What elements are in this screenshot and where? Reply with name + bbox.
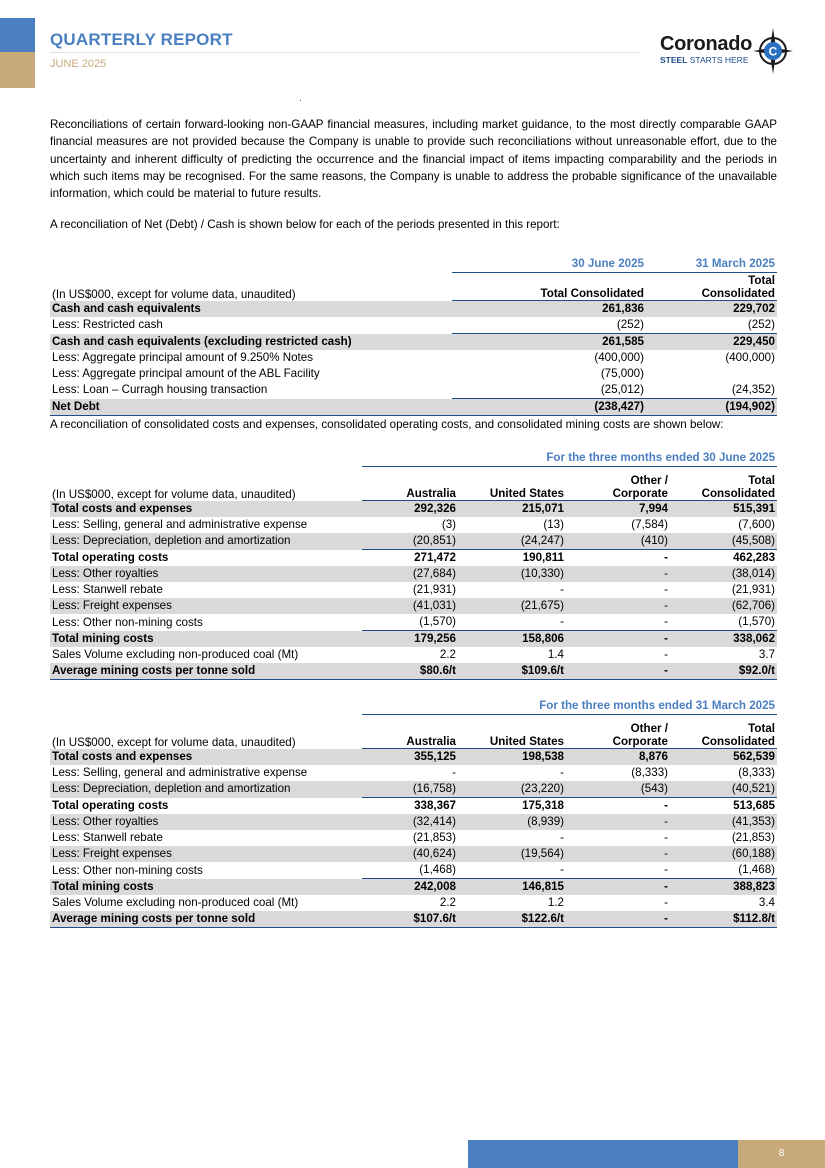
cell-value: (60,188) xyxy=(670,846,777,862)
column-header: Total Consolidated xyxy=(701,722,775,748)
table-row xyxy=(50,911,777,928)
row-label: Total operating costs xyxy=(52,798,169,812)
row-label: Sales Volume excluding non-produced coal (Mt) xyxy=(52,896,299,910)
cell-value: - xyxy=(560,583,564,597)
cell-value: - xyxy=(664,583,668,597)
table-row xyxy=(50,879,777,896)
cell-value: - xyxy=(452,766,456,780)
row-label: Average mining costs per tonne sold xyxy=(50,663,362,680)
table-row xyxy=(50,895,777,911)
cell-value: 215,071 xyxy=(458,501,566,518)
table-row xyxy=(50,550,777,567)
table-row: Cash and cash equivalents (excluding restricted cash) 261,585 229,450 xyxy=(52,334,775,348)
table-row: Less: Aggregate principal amount of 9.250% Notes (400,000) (400,000) xyxy=(52,351,775,365)
logo-wordmark: Coronado xyxy=(660,33,753,55)
cell-value: (3) xyxy=(441,518,456,532)
cell-value: 8,876 xyxy=(566,749,670,766)
cell-value: - xyxy=(664,831,668,845)
company-logo xyxy=(655,28,795,78)
cell-value: 3.7 xyxy=(758,648,776,662)
cell-value: - xyxy=(664,551,668,565)
cell-value: (8,333) xyxy=(738,766,775,780)
cell-value: 179,256 xyxy=(362,631,458,648)
table-row xyxy=(50,582,777,598)
table-row xyxy=(50,814,777,830)
cell-value: (8,333) xyxy=(631,766,668,780)
stray-mark xyxy=(300,100,301,101)
cell-value: 338,062 xyxy=(670,631,777,648)
row-label: Less: Depreciation, depletion and amortization xyxy=(50,781,362,798)
cell-value: (62,706) xyxy=(670,598,777,614)
cell-value: 7,994 xyxy=(566,501,670,518)
cell-value: (1,570) xyxy=(670,614,777,631)
table-row xyxy=(50,647,777,663)
row-label: Less: Depreciation, depletion and amortization xyxy=(50,533,362,550)
header-accent-blue xyxy=(0,18,35,52)
units-label: (In US$000, except for volume data, unaudited) xyxy=(52,487,296,501)
cell-value: 158,806 xyxy=(458,631,566,648)
cell-value: (38,014) xyxy=(670,566,777,582)
logo-tagline: STEEL STARTS HERE xyxy=(660,55,749,65)
table-row xyxy=(50,830,777,846)
cell-value: 3.4 xyxy=(758,896,775,910)
table-row: Cash and cash equivalents 261,836 229,702 xyxy=(52,301,775,315)
cell-value: - xyxy=(560,831,564,845)
cell-value: (19,564) xyxy=(458,846,566,862)
period-header-row xyxy=(50,256,777,273)
row-label: Less: Stanwell rebate xyxy=(52,831,163,845)
row-label: Less: Selling, general and administrative expense xyxy=(52,518,308,532)
table-row xyxy=(50,862,777,879)
row-label: Total costs and expenses xyxy=(50,501,362,518)
table-row: Less: Restricted cash (252) (252) xyxy=(50,317,777,334)
report-title: QUARTERLY REPORT xyxy=(50,30,233,49)
cell-value: - xyxy=(566,614,670,631)
row-label: Less: Other royalties xyxy=(50,566,362,582)
costs-intro: A reconciliation of consolidated costs and expenses, consolidated operating costs, and consolidated mining costs are shown below: xyxy=(50,418,724,431)
cell-value: - xyxy=(566,663,670,680)
period-header-row xyxy=(50,698,777,715)
period-header: 30 June 2025 xyxy=(452,256,646,273)
cell-value: 462,283 xyxy=(733,551,776,565)
cell-value: (24,247) xyxy=(458,533,566,550)
svg-text:C: C xyxy=(768,44,778,59)
period-header: 31 March 2025 xyxy=(646,256,777,273)
cell-value: - xyxy=(566,631,670,648)
table-row xyxy=(50,749,777,766)
cell-value: (21,853) xyxy=(412,831,456,845)
cell-value: (410) xyxy=(566,533,670,550)
table-row xyxy=(50,517,777,533)
cell-value: (21,675) xyxy=(458,598,566,614)
row-label: Less: Freight expenses xyxy=(50,846,362,862)
column-header-row xyxy=(50,273,777,301)
cell-value: - xyxy=(566,814,670,830)
costs-table-march xyxy=(50,698,777,928)
table-row xyxy=(50,598,777,614)
cell-value: 355,125 xyxy=(362,749,458,766)
column-header: Other / Corporate xyxy=(612,474,668,500)
cell-value: $107.6/t xyxy=(362,911,458,928)
table-row xyxy=(50,663,777,680)
column-header-row xyxy=(50,467,777,501)
column-header: United States xyxy=(489,735,564,748)
report-date: JUNE 2025 xyxy=(50,58,107,70)
row-label: Less: Other non-mining costs xyxy=(52,863,203,877)
cell-value: (1,570) xyxy=(362,614,458,631)
cell-value: 190,811 xyxy=(522,551,564,565)
table-row xyxy=(50,566,777,582)
cell-value: (13) xyxy=(543,518,564,532)
header-accent-gold xyxy=(0,52,35,88)
period-header: For the three months ended 30 June 2025 xyxy=(362,450,777,467)
cell-value: 562,539 xyxy=(670,749,777,766)
table-row xyxy=(50,501,777,518)
page-number: 8 xyxy=(778,1148,785,1159)
cell-value: - xyxy=(566,911,670,928)
cell-value: 513,685 xyxy=(733,799,775,813)
table-body xyxy=(50,501,777,680)
cell-value: $92.0/t xyxy=(670,663,777,680)
cell-value: (1,468) xyxy=(362,862,458,879)
units-label: (In US$000, except for volume data, unaudited) xyxy=(52,287,296,301)
column-header: Total Consolidated xyxy=(701,274,775,300)
period-header-row xyxy=(50,450,777,467)
row-label: Less: Other non-mining costs xyxy=(52,615,203,629)
period-header: For the three months ended 31 March 2025 xyxy=(362,698,777,715)
cell-value: 292,326 xyxy=(362,501,458,518)
cell-value: (23,220) xyxy=(458,781,566,798)
units-label: (In US$000, except for volume data, unaudited) xyxy=(52,735,296,749)
cell-value: - xyxy=(566,862,670,879)
cell-value: (32,414) xyxy=(362,814,458,830)
cell-value: (21,931) xyxy=(412,583,456,597)
row-label: Total mining costs xyxy=(50,879,362,896)
cell-value: - xyxy=(560,766,564,780)
row-label: Average mining costs per tonne sold xyxy=(50,911,362,928)
cell-value: - xyxy=(664,648,668,662)
cell-value: 2.2 xyxy=(439,896,456,910)
table-row xyxy=(50,765,777,781)
cell-value: (8,939) xyxy=(458,814,566,830)
column-header: Australia xyxy=(406,487,456,500)
cell-value: (45,508) xyxy=(670,533,777,550)
cell-value: 175,318 xyxy=(522,799,564,813)
row-label: Sales Volume excluding non-produced coal (Mt) xyxy=(52,648,299,662)
column-header: Other / Corporate xyxy=(612,722,668,748)
table-row: Less: Aggregate principal amount of the ABL Facility (75,000) xyxy=(52,367,644,381)
cell-value: - xyxy=(458,614,566,631)
cell-value: (7,600) xyxy=(738,518,776,532)
compass-c-icon xyxy=(752,26,794,76)
cell-value: 388,823 xyxy=(670,879,777,896)
row-label: Total costs and expenses xyxy=(50,749,362,766)
cell-value: (21,931) xyxy=(731,583,776,597)
cell-value: (543) xyxy=(566,781,670,798)
row-label: Less: Other royalties xyxy=(50,814,362,830)
cell-value: (41,031) xyxy=(362,598,458,614)
column-header: Total Consolidated xyxy=(701,474,776,500)
cell-value: $112.8/t xyxy=(670,911,777,928)
cell-value: 1.2 xyxy=(547,896,564,910)
cell-value: 515,391 xyxy=(670,501,777,518)
table-row: Net Debt (238,427) (194,902) xyxy=(50,399,777,416)
cell-value: 338,367 xyxy=(414,799,456,813)
cell-value: 198,538 xyxy=(458,749,566,766)
cell-value: $109.6/t xyxy=(458,663,566,680)
footer-bar-blue xyxy=(468,1140,738,1168)
cell-value: - xyxy=(566,598,670,614)
cell-value: (40,624) xyxy=(362,846,458,862)
row-label: Less: Freight expenses xyxy=(50,598,362,614)
table-row xyxy=(50,533,777,550)
row-label: Total operating costs xyxy=(52,550,169,564)
cell-value: (7,584) xyxy=(631,518,668,532)
cell-value: $80.6/t xyxy=(362,663,458,680)
cell-value: - xyxy=(566,566,670,582)
cell-value: - xyxy=(566,846,670,862)
table-row xyxy=(50,631,777,648)
cell-value: (27,684) xyxy=(362,566,458,582)
cell-value: (40,521) xyxy=(670,781,777,798)
cell-value: - xyxy=(566,879,670,896)
row-label: Less: Selling, general and administrative expense xyxy=(52,766,308,780)
column-header: Australia xyxy=(406,735,456,748)
column-header-row xyxy=(50,715,777,749)
cell-value: - xyxy=(458,862,566,879)
cell-value: - xyxy=(664,799,668,813)
row-label: Less: Stanwell rebate xyxy=(52,583,163,597)
table-row xyxy=(50,798,777,815)
cell-value: (21,853) xyxy=(731,831,775,845)
cell-value: (1,468) xyxy=(670,862,777,879)
row-label: Total mining costs xyxy=(50,631,362,648)
column-header: Total Consolidated xyxy=(540,287,644,300)
column-header: United States xyxy=(489,487,564,500)
cell-value: 1.4 xyxy=(547,648,564,662)
cell-value: $122.6/t xyxy=(458,911,566,928)
net-debt-intro: A reconciliation of Net (Debt) / Cash is shown below for each of the periods presented in this report: xyxy=(50,218,560,231)
costs-table-june xyxy=(50,450,777,680)
non-gaap-paragraph: Reconciliations of certain forward-looking non-GAAP financial measures, including market guidance, to the most directly comparable GAAP financial measures are not provided because the Company is unable to provide such reconciliations without unreasonable effort, due to the uncertainty and inherent difficulty of predicting the occurrence and the financial impact of items impacting comparability and the periods in which such items may be recognised. For the same reasons, the Company is unable to address the probable significance of the unavailable information, which could be material to future results. xyxy=(50,118,777,201)
table-row xyxy=(50,781,777,798)
cell-value: - xyxy=(664,896,668,910)
table-row xyxy=(50,614,777,631)
cell-value: (16,758) xyxy=(362,781,458,798)
cell-value: (41,353) xyxy=(670,814,777,830)
cell-value: 242,008 xyxy=(362,879,458,896)
cell-value: 271,472 xyxy=(414,551,456,565)
net-debt-table xyxy=(50,256,777,416)
table-row xyxy=(50,846,777,862)
cell-value: 2.2 xyxy=(439,648,456,662)
header-divider xyxy=(50,52,640,53)
cell-value: (10,330) xyxy=(458,566,566,582)
cell-value: 146,815 xyxy=(458,879,566,896)
table-row: Less: Loan – Curragh housing transaction (25,012) (24,352) xyxy=(50,382,777,399)
table-body xyxy=(50,749,777,928)
cell-value: (20,851) xyxy=(362,533,458,550)
